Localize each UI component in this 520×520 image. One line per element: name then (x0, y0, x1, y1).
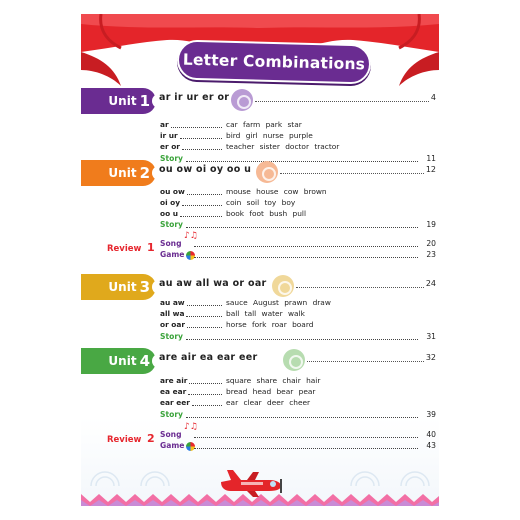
entry-key: er or (160, 142, 180, 151)
unit-4-page: 32 (425, 353, 436, 362)
story-page: 11 (426, 154, 436, 163)
entry-key: oo u (160, 209, 178, 218)
entry-words: coin soil toy boy (226, 198, 296, 207)
music-note-icon: ♪♫ (184, 422, 198, 432)
unit-3-tab (81, 274, 156, 300)
unit-2-page: 12 (425, 165, 436, 174)
unit-4-entry-1 (160, 376, 436, 387)
story-page: 31 (426, 332, 436, 341)
story-leader (186, 227, 418, 228)
entry-key: au aw (160, 298, 185, 307)
unit-1-page: 4 (430, 93, 436, 102)
story-label: Story (160, 220, 184, 229)
game-leader (194, 257, 418, 258)
unit-2-number: 2 (139, 164, 150, 182)
unit-4-story-link[interactable] (160, 410, 436, 421)
story-leader (186, 339, 418, 340)
unit-4-word: Unit (108, 354, 137, 368)
review-1-label (107, 236, 155, 254)
unit-2-story-link[interactable] (160, 220, 436, 231)
review-1-game-link[interactable] (160, 250, 436, 261)
story-label: Story (160, 332, 184, 341)
entry-key: or oar (160, 320, 186, 329)
story-leader (186, 417, 418, 418)
story-label: Story (160, 154, 184, 163)
entry-words: teacher sister doctor tractor (226, 142, 340, 151)
unit-4-combos: are air ea ear eer (159, 352, 258, 363)
entry-words: horse fork roar board (226, 320, 314, 329)
game-leader (194, 448, 418, 449)
entry-leader (187, 327, 222, 328)
unit-3-leader (296, 287, 424, 288)
review-word: Review (107, 435, 142, 445)
entry-leader (182, 205, 222, 206)
unit-1-tab (81, 88, 156, 114)
unit-2-word: Unit (108, 166, 137, 180)
entry-words: bird girl nurse purple (226, 131, 313, 140)
unit-3-entry-3 (160, 320, 436, 331)
review-1-song-link[interactable] (160, 231, 436, 250)
entry-words: ear clear deer cheer (226, 398, 311, 407)
entry-leader (180, 138, 222, 139)
game-label: Game (160, 441, 185, 450)
table-of-contents-page (81, 14, 439, 506)
story-page: 39 (426, 410, 436, 419)
unit-1-entry-2 (160, 131, 436, 142)
entry-key: ir ur (160, 131, 178, 140)
entry-words: book foot bush pull (226, 209, 306, 218)
game-page: 43 (426, 441, 436, 450)
unit-4-number: 4 (139, 352, 150, 370)
unit-1-combos: ar ir ur er or (159, 92, 230, 103)
song-label: Song (160, 239, 182, 248)
entry-words: ball tall water walk (226, 309, 305, 318)
unit-4-entry-2 (160, 387, 436, 398)
beach-ball-icon (186, 251, 195, 260)
entry-words: square share chair hair (226, 376, 321, 385)
unit-3-word: Unit (108, 280, 137, 294)
song-page: 20 (426, 239, 436, 248)
unit-2-entry-1 (160, 187, 436, 198)
entry-leader (187, 305, 222, 306)
entry-leader (186, 316, 222, 317)
airplane-icon (217, 462, 287, 500)
unit-1-heading[interactable] (81, 88, 439, 114)
review-2-label (107, 427, 155, 445)
review-word: Review (107, 244, 142, 254)
unit-3-story-link[interactable] (160, 332, 436, 343)
unit-3-page: 24 (425, 279, 436, 288)
unit-2-heading[interactable] (81, 160, 439, 186)
entry-leader (188, 394, 222, 395)
unit-1-leader (255, 101, 429, 102)
unit-3-heading[interactable] (81, 274, 439, 300)
entry-leader (171, 127, 222, 128)
unit-2-leader (280, 173, 424, 174)
unit-1-roll-icon (231, 89, 253, 111)
entry-words: car farm park star (226, 120, 302, 129)
song-leader (194, 246, 418, 247)
unit-2-entry-3 (160, 209, 436, 220)
entry-words: bread head bear pear (226, 387, 316, 396)
unit-1-entry-3 (160, 142, 436, 153)
song-page: 40 (426, 430, 436, 439)
unit-1-number: 1 (139, 92, 150, 110)
story-page: 19 (426, 220, 436, 229)
unit-4-heading[interactable] (81, 348, 439, 374)
entry-key: ou ow (160, 187, 185, 196)
entry-key: are air (160, 376, 188, 385)
entry-leader (187, 194, 222, 195)
review-number: 1 (146, 241, 155, 254)
unit-4-leader (307, 361, 424, 362)
unit-2-combos: ou ow oi oy oo u (159, 164, 252, 175)
review-2-game-link[interactable] (160, 441, 436, 452)
unit-3-entry-2 (160, 309, 436, 320)
story-label: Story (160, 410, 184, 419)
game-label: Game (160, 250, 185, 259)
unit-2-tab (81, 160, 156, 186)
unit-2-roll-icon (256, 161, 278, 183)
entry-leader (182, 149, 222, 150)
game-page: 23 (426, 250, 436, 259)
entry-words: mouse house cow brown (226, 187, 327, 196)
entry-key: ea ear (160, 387, 187, 396)
entry-key: ear eer (160, 398, 190, 407)
unit-1-entry-1 (160, 120, 436, 131)
review-number: 2 (146, 432, 155, 445)
entry-key: ar (160, 120, 169, 129)
review-2-song-link[interactable] (160, 422, 436, 441)
unit-4-entry-3 (160, 398, 436, 409)
entry-leader (192, 405, 222, 406)
entry-leader (180, 216, 222, 217)
unit-3-combos: au aw all wa or oar (159, 278, 267, 289)
unit-3-entry-1 (160, 298, 436, 309)
unit-4-tab (81, 348, 156, 374)
beach-ball-icon (186, 442, 195, 451)
entry-leader (189, 383, 222, 384)
title-banner (177, 39, 372, 84)
music-note-icon: ♪♫ (184, 231, 198, 241)
entry-key: oi oy (160, 198, 181, 207)
unit-2-entry-2 (160, 198, 436, 209)
song-leader (194, 437, 418, 438)
unit-3-roll-icon (272, 275, 294, 297)
page-title: Letter Combinations (182, 50, 366, 74)
unit-3-number: 3 (139, 278, 150, 296)
song-label: Song (160, 430, 182, 439)
unit-4-roll-icon (283, 349, 305, 371)
entry-words: sauce August prawn draw (226, 298, 331, 307)
entry-key: all wa (160, 309, 185, 318)
unit-1-word: Unit (108, 94, 137, 108)
